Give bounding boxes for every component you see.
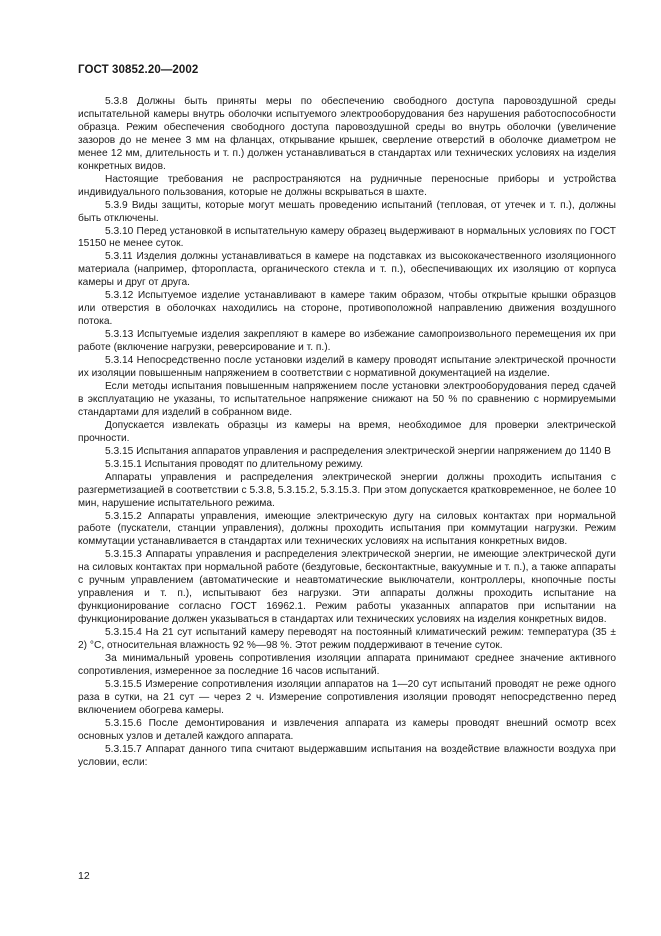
document-header: ГОСТ 30852.20—2002 xyxy=(78,64,199,76)
paragraph-note-portable: Настоящие требования не распространяются на рудничные переносные приборы и устройства индивидуального пользования, которые не должны вскрываться в шахте. xyxy=(78,173,616,198)
paragraph-voltage-reduction: Если методы испытания повышенным напряжением после установки электрооборудования перед сдачей в эксплуатацию не указаны, то испытательное напряжение снижают на 50 % по сравнению с нормируемыми стандартами для изделий в собранном виде. xyxy=(78,380,616,418)
paragraph-5-3-15-3: 5.3.15.3 Аппараты управления и распределения электрической энергии, не имеющие электрической дуги на силовых контактах при нормальной работе (бездуговые, бесконтактные, вакуумные и т. п.), а также аппараты с ручным управлением (автоматические и неавтоматические выключатели, контроллеры, кнопочные посты управления и т. п.), испытывают без нагрузки. Эти аппараты должны проходить испытание на функционирование согласно ГОСТ 16962.1. Режим работы указанных аппаратов при испытании на функционирование должен указываться в стандартах или технических условиях на изделия конкретных видов. xyxy=(78,549,616,626)
paragraph-5-3-11: 5.3.11 Изделия должны устанавливаться в камере на подставках из высококачественного изоляционного материала (например, фторопласта, органического стекла и т. п.), обеспечивающих их изоляцию от корпуса камеры и друг от друга. xyxy=(78,251,616,289)
paragraph-5-3-9: 5.3.9 Виды защиты, которые могут мешать проведению испытаний (тепловая, от утечек и т. п.), должны быть отключены. xyxy=(78,199,616,224)
paragraph-5-3-15-6: 5.3.15.6 После демонтирования и извлечения аппарата из камеры проводят внешний осмотр всех основных узлов и деталей каждого аппарата. xyxy=(78,717,616,742)
paragraph-5-3-12: 5.3.12 Испытуемое изделие устанавливают в камере таким образом, чтобы открытые крышки образцов или отверстия в оболочках находились на стороне, противоположной направлению движения воздушного потока. xyxy=(78,290,616,328)
paragraph-5-3-15-4: 5.3.15.4 На 21 сут испытаний камеру переводят на постоянный климатический режим: температура (35 ± 2) °С, относительная влажность 92 %—98 %. Этот режим поддерживают в течение суток. xyxy=(78,627,616,652)
paragraph-5-3-15-2: 5.3.15.2 Аппараты управления, имеющие электрическую дугу на силовых контактах при нормальной работе (пускатели, станции управления), должны проходить испытания при коммутации нагрузки. Режим коммутации устанавливается в стандартах или технических условиях на испытания конкретных видов. xyxy=(78,510,616,548)
document-body xyxy=(78,96,616,770)
paragraph-depressurization: Аппараты управления и распределения электрической энергии должны проходить испытания с разгерметизацией в соответствии с 5.3.8, 5.3.15.2, 5.3.15.3. При этом допускается кратковременное, не более 10 мин, нарушение испытательного режима. xyxy=(78,471,616,509)
paragraph-5-3-14: 5.3.14 Непосредственно после установки изделий в камеру проводят испытание электрической прочности их изоляции повышенным напряжением в соответствии с нормативной документацией на изделие. xyxy=(78,355,616,380)
paragraph-5-3-15-5: 5.3.15.5 Измерение сопротивления изоляции аппаратов на 1—20 сут испытаний проводят не реже одного раза в сутки, на 21 сут — через 2 ч. Измерение сопротивления изоляции проводят непосредственно перед включением обогрева камеры. xyxy=(78,678,616,716)
paragraph-sample-removal: Допускается извлекать образцы из камеры на время, необходимое для проверки электрической прочности. xyxy=(78,419,616,444)
paragraph-5-3-15-1: 5.3.15.1 Испытания проводят по длительному режиму. xyxy=(105,458,364,470)
paragraph-5-3-13: 5.3.13 Испытуемые изделия закрепляют в камере во избежание самопроизвольного перемещения их при работе (включение нагрузки, реверсирование и т. п.). xyxy=(78,329,616,354)
paragraph-5-3-15: 5.3.15 Испытания аппаратов управления и распределения электрической энергии напряжением до 1140 В xyxy=(105,445,611,457)
paragraph-5-3-15-7: 5.3.15.7 Аппарат данного типа считают выдержавшим испытания на воздействие влажности воздуха при условии, если: xyxy=(78,743,616,768)
paragraph-5-3-10: 5.3.10 Перед установкой в испытательную камеру образец выдерживают в нормальных условиях по ГОСТ 15150 не менее суток. xyxy=(78,225,616,250)
paragraph-min-resistance: За минимальный уровень сопротивления изоляции аппарата принимают среднее значение активного сопротивления, измеренное за последние 16 часов испытаний. xyxy=(78,652,616,677)
paragraph-5-3-8: 5.3.8 Должны быть приняты меры по обеспечению свободного доступа паровоздушной среды испытательной камеры внутрь оболочки испытуемого электрооборудования без нарушения работоспособности образца. Режим обеспечения свободного доступа паровоздушной среды во внутрь оболочки (увеличение зазоров до не менее 3 мм на фланцах, открывание крышек, сверление отверстий в оболочке диаметром не менее 12 мм, длительность и т. п.) должен устанавливаться в стандартах или технических условиях на изделия конкретных видов. xyxy=(78,96,616,172)
page-number: 12 xyxy=(78,870,90,882)
